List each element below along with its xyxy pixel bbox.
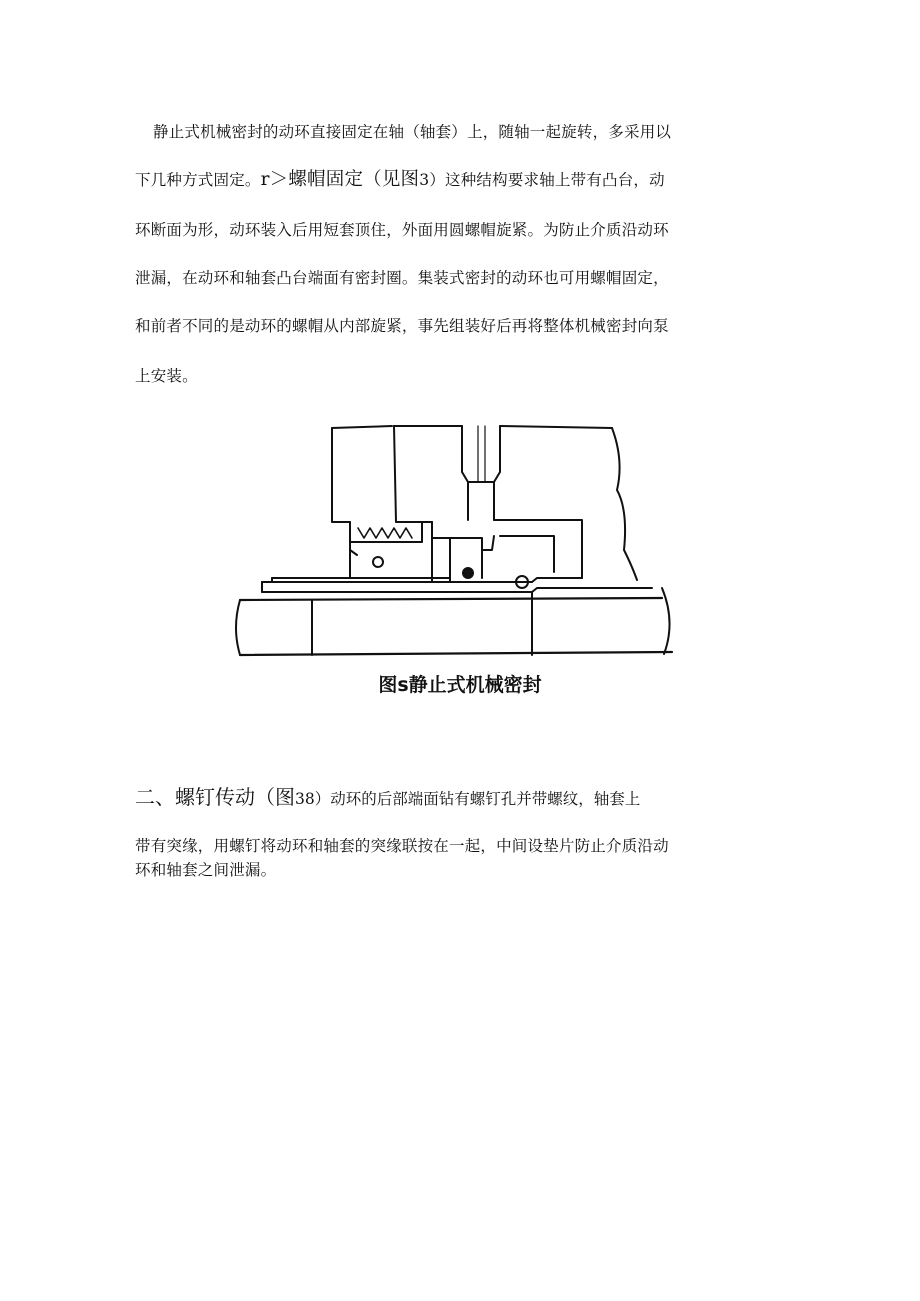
paragraph-1-line-2-tail: 这种结构要求轴上带有凸台，动 (445, 171, 665, 189)
inline-heading-nut-fixing: r＞螺帽固定（见图 (260, 169, 420, 190)
paragraph-1-line-5: 和前者不同的是动环的螺帽从内部旋紧，事先组装好后再将整体机械密封向泵 (135, 317, 669, 335)
seal-drawing (232, 410, 677, 662)
paragraph-1-line-2-text: 下几种方式固定。 (135, 171, 261, 189)
section-2-title: 二、螺钉传动（图 (135, 785, 295, 809)
paragraph-1-line-6: 上安装。 (135, 367, 198, 385)
paragraph-1-line-3: 环断面为形，动环装入后用短套顶住，外面用圆螺帽旋紧。为防止介质沿动环 (135, 221, 669, 239)
section-2-title-tail: 38）动环的后部端面钻有螺钉孔并带螺纹，轴套上 (295, 790, 641, 808)
figure-caption: 图s静止式机械密封 (378, 674, 542, 696)
section-2-line-1: 带有突缘，用螺钉将动环和轴套的突缘联按在一起，中间设垫片防止介质沿动 (135, 837, 669, 855)
seal-drawing-svg (232, 410, 677, 662)
section-2-heading (135, 784, 640, 812)
section-2-line-2: 环和轴套之间泄漏。 (135, 861, 277, 879)
inline-figure-ref: 3） (419, 171, 446, 189)
paragraph-1-line-1: 静止式机械密封的动环直接固定在轴（轴套）上，随轴一起旋转，多采用以 (153, 123, 672, 141)
paragraph-1-line-2 (135, 170, 665, 190)
paragraph-1-line-4: 泄漏，在动环和轴套凸台端面有密封圈。集装式密封的动环也可用螺帽固定， (135, 269, 669, 287)
